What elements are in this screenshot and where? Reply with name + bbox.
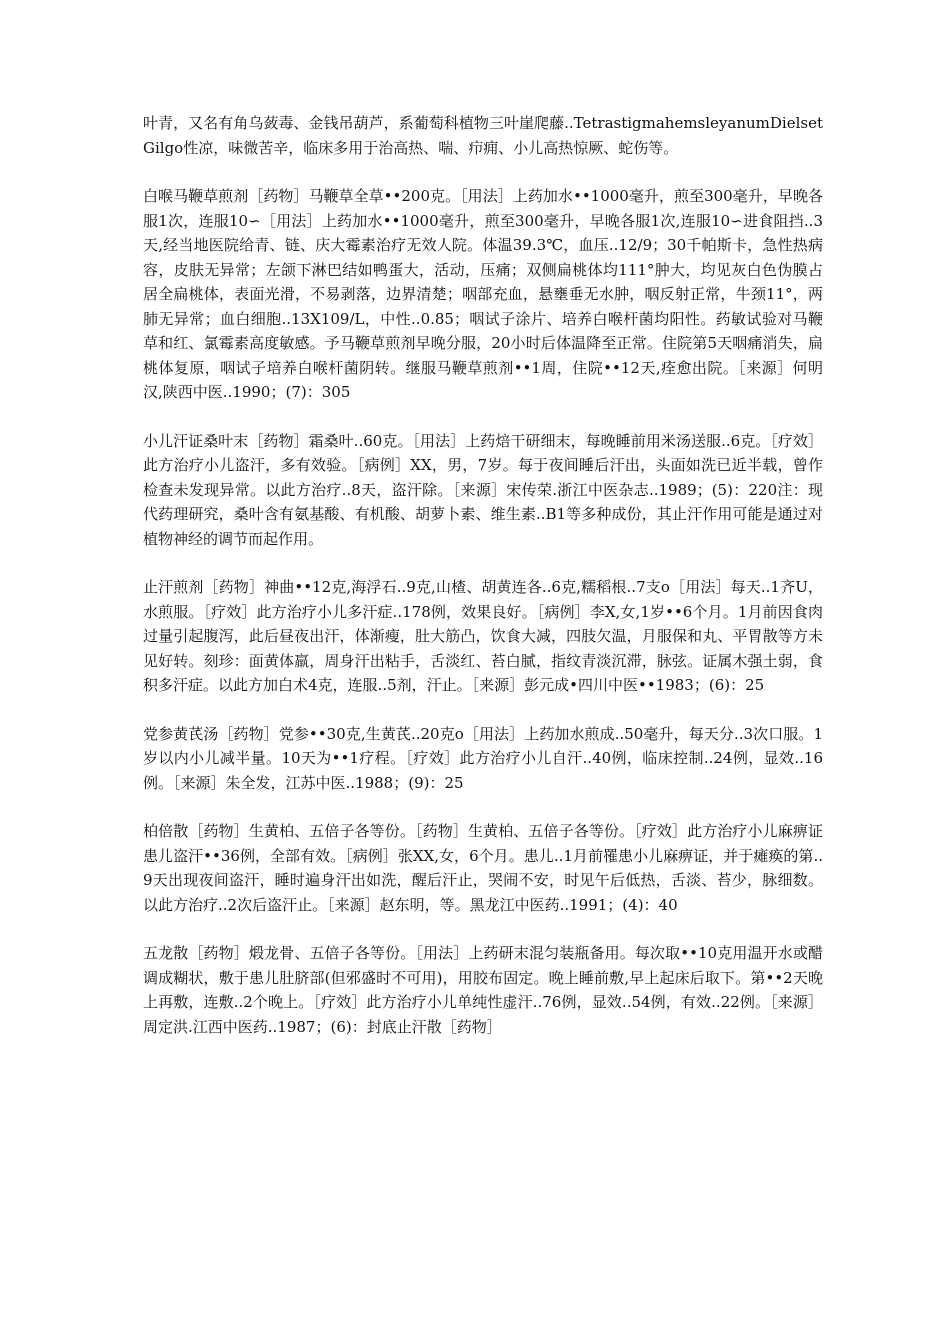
paragraph-dangshen-huangqi: 党参黄芪汤［药物］党参••30克,生黄芪..20克o［用法］上药加水煎成..50毫升，每天分..3次口服。1岁以内小儿减半量。10天为••1疗程。［疗效］此方治疗小儿自汗..40例，临床控制..24例，显效..16例。［来源］朱全发，江苏中医..1988；(9)：25 <box>143 724 823 792</box>
paragraph-wulong-san: 五龙散［药物］煅龙骨、五倍子各等份。［用法］上药研末混匀装瓶备用。每次取••10克用温开水或醋调成糊状，敷于患儿肚脐部(但邪盛时不可用)，用胶布固定。晚上睡前敷,早上起床后取下。第••2天晚上再敷，连敷..2个晚上。［疗效］此方治疗小儿单纯性虚汗..76例，显效..54例，有效..22例。［来源］周定洪.江西中医药..1987；(6)：封底止汗散［药物］ <box>143 944 823 1036</box>
paragraph-baihou-mabiancao: 白喉马鞭草煎剂［药物］马鞭草全草••200克。［用法］上药加水••1000毫升，煎至300毫升，早晚各服1次，连服10∽［用法］上药加水••1000毫升，煎至300毫升，早晚各服1次,连服10∽进食阻挡..3天,经当地医院给青、链、庆大霉素治疗无效人院。体温39.3℃，血压..12/9；30千帕斯卡，急性热病容，皮肤无异常；左颌下淋巴结如鸭蛋大，活动，压痛；双侧扁桃体均111°肿大，均见灰白色伪膜占居全扁桃体，表面光滑，不易剥落，边界清楚；咽部充血，悬壅垂无水肿，咽反射正常，牛颈11°，两肺无异常；血白细胞..13X109/L，中性..0.85；咽试子涂片、培养白喉杆菌均阳性。药敏试验对马鞭草和红、氯霉素高度敏感。予马鞭草煎剂早晚分服，20小时后体温降至正常。住院第5天咽痛消失，扁桃体复原，咽试子培养白喉杆菌阴转。继服马鞭草煎剂••1周，住院••12天,痊愈出院。［来源］何明汉,陕西中医..1990；(7)：305 <box>143 187 823 401</box>
paragraph-yeqing: 叶青，又名有角乌蔹毒、金钱吊葫芦，系葡萄科植物三叶崖爬藤..TetrastigmahemsleyanumDielsetGilgo性凉，味微苦辛，临床多用于治高热、喘、疖痈、小儿高热惊厥、蛇伤等。 <box>143 114 823 157</box>
paragraph-zhihan-jianji: 止汗煎剂［药物］神曲••12克,海浮石..9克,山楂、胡黄连各..6克,糯稻根..7支o［用法］每天..1齐U，水煎服。［疗效］此方治疗小儿多汗症..178例，效果良好。［病例］李X,女,1岁••6个月。1月前因食肉过量引起腹泻，此后昼夜出汗，体渐瘦，肚大筋凸，饮食大减，四肢欠温，月服保和丸、平胃散等方未见好转。刻珍：面黄体羸，周身汗出粘手，舌淡红、苔白腻，指纹青淡沉滞，脉弦。证属木强土弱，食积多汗症。以此方加白术4克，连服..5剂，汗止。［来源］彭元成•四川中医••1983；(6)：25 <box>143 578 823 694</box>
paragraph-baibei-san: 柏倍散［药物］生黄柏、五倍子各等份。［药物］生黄柏、五倍子各等份。［疗效］此方治疗小儿麻痹证患儿盗汗••36例，全部有效。［病例］张XX,女，6个月。患儿..1月前罹患小儿麻痹证，并于瘫痪的第..9天出现夜间盗汗，睡时遍身汗出如洗，醒后汗止，哭闹不安，时见午后低热，舌淡、苔少，脉细数。以此方治疗..2次后盗汗止。［来源］赵东明，等。黑龙江中医药..1991；(4)：40 <box>143 822 823 914</box>
document-body <box>143 111 823 1063</box>
paragraph-sangye-mo: 小儿汗证桑叶末［药物］霜桑叶..60克。［用法］上药焙干研细末，每晚睡前用米汤送服..6克。［疗效］此方治疗小儿盗汗，多有效验。［病例］XX，男，7岁。每于夜间睡后汗出，头面如洗已近半载，曾作检查未发现异常。以此方治疗..8天，盗汗除。［来源］宋传荣.浙江中医杂志..1989；(5)：220注：现代药理研究，桑叶含有氨基酸、有机酸、胡萝卜素、维生素..B1等多种成份，其止汗作用可能是通过对植物神经的调节而起作用。 <box>143 431 823 548</box>
